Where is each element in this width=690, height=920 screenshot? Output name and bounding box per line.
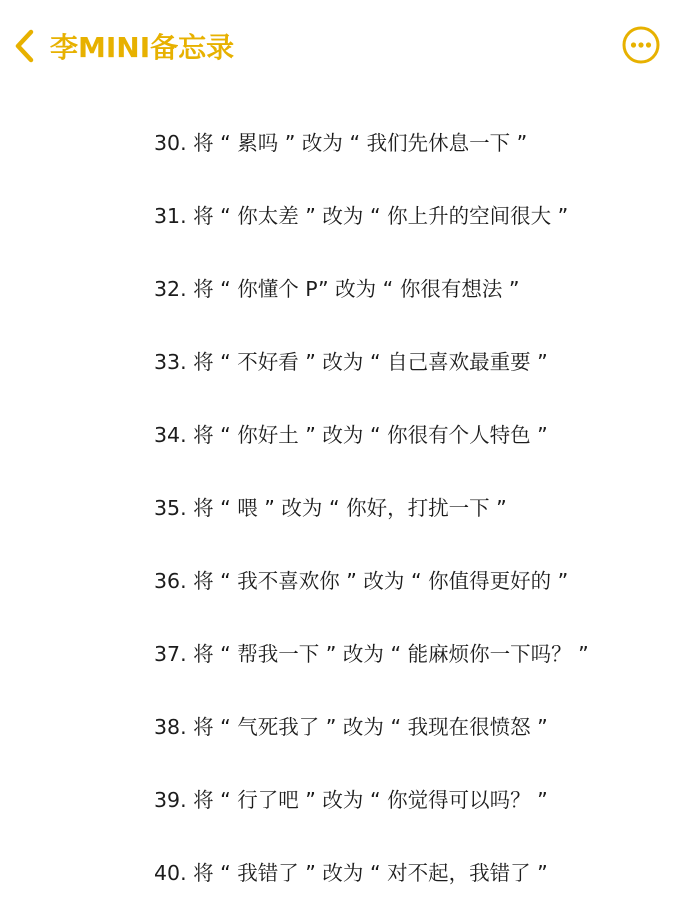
more-ellipsis-icon (622, 49, 660, 68)
note-content[interactable] (154, 104, 674, 907)
note-line: 33. 将 “ 不好看 ” 改为 “ 自己喜欢最重要 ” (154, 349, 548, 374)
note-line: 37. 将 “ 帮我一下 ” 改为 “ 能麻烦你一下吗？ ” (154, 641, 589, 666)
note-line: 30. 将 “ 累吗 ” 改为 “ 我们先休息一下 ” (154, 130, 528, 155)
note-line: 36. 将 “ 我不喜欢你 ” 改为 “ 你值得更好的 ” (154, 568, 569, 593)
note-title: 李MINI备忘录 (50, 31, 235, 64)
note-line: 31. 将 “ 你太差 ” 改为 “ 你上升的空间很大 ” (154, 203, 569, 228)
more-options-button[interactable] (622, 26, 660, 64)
note-line: 34. 将 “ 你好土 ” 改为 “ 你很有个人特色 ” (154, 422, 548, 447)
note-line: 32. 将 “ 你懂个 P” 改为 “ 你很有想法 ” (154, 276, 520, 301)
note-line: 40. 将 “ 我错了 ” 改为 “ 对不起，我错了 ” (154, 860, 548, 885)
note-line: 35. 将 “ 喂 ” 改为 “ 你好，打扰一下 ” (154, 495, 507, 520)
note-line: 38. 将 “ 气死我了 ” 改为 “ 我现在很愤怒 ” (154, 714, 548, 739)
back-button[interactable] (6, 20, 234, 72)
note-line: 39. 将 “ 行了吧 ” 改为 “ 你觉得可以吗？ ” (154, 787, 548, 812)
chevron-left-icon (6, 20, 42, 72)
navigation-bar (0, 0, 690, 96)
